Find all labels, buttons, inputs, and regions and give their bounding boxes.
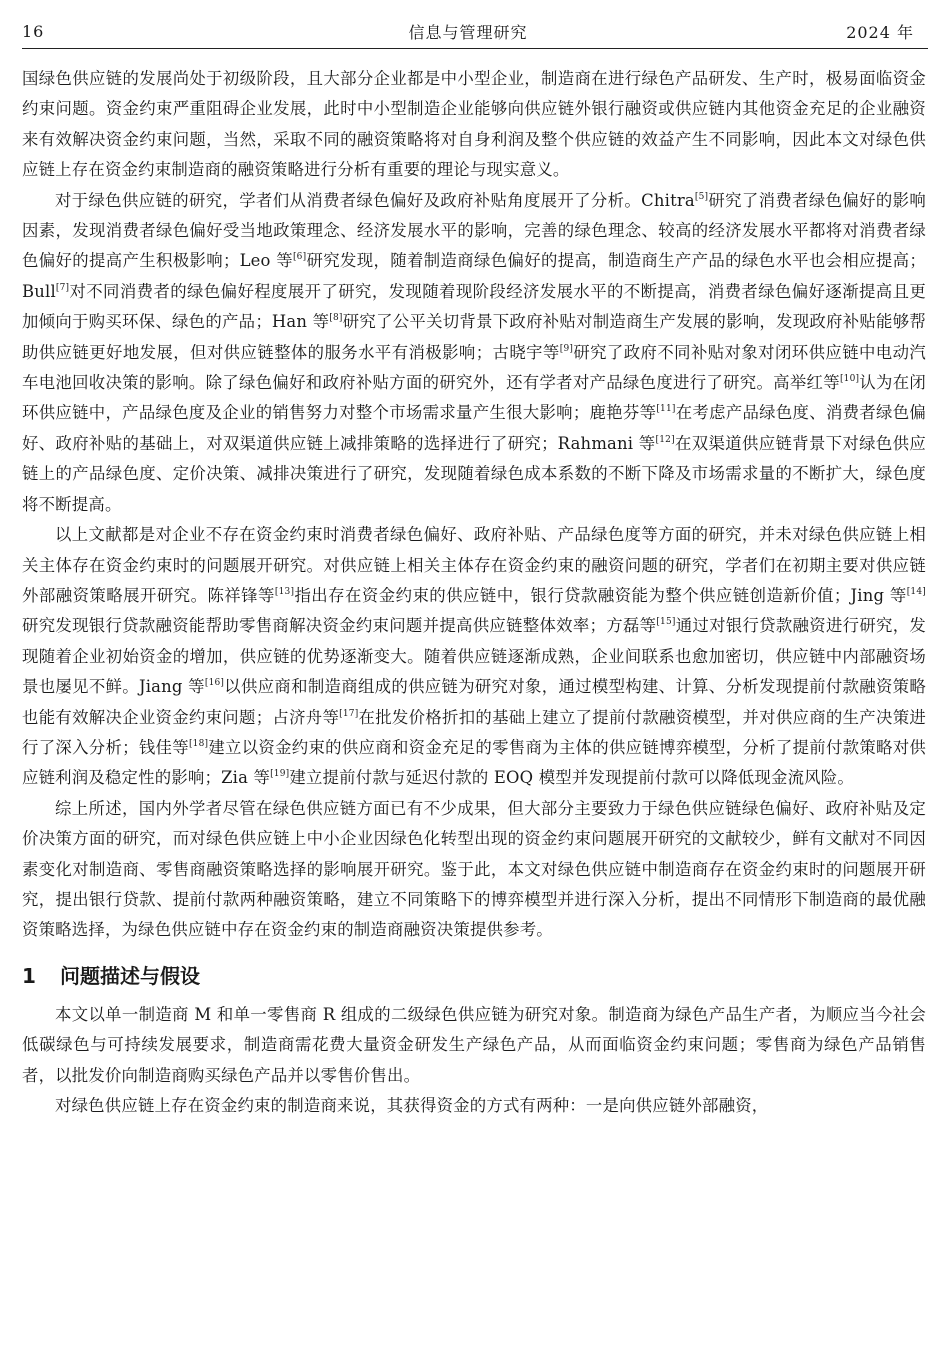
citation-ref: [11] bbox=[656, 404, 676, 415]
citation-ref: [10] bbox=[839, 374, 860, 385]
text-run: 研究了消费者绿色偏好的影响因素，发现消费者绿色偏好受当地政策理念、经济发展水平的影响，完善的绿色理念、较高的经济发展水平都将对消费者绿色偏好的提高产生积极影响；Leo 等 bbox=[22, 190, 926, 271]
paragraph-p2 bbox=[22, 520, 926, 794]
paragraph-p1 bbox=[22, 186, 926, 520]
text-run: 本文以单一制造商 M 和单一零售商 R 组成的二级绿色供应链为研究对象。制造商为绿色产品生产者，为顺应当今社会低碳绿色与可持续发展要求，制造商需花费大量资金研发生产绿色产品，从而面临资金约束问题；零售商为绿色产品销售者，以批发价向制造商购买绿色产品并以零售价售出。 bbox=[22, 1004, 926, 1085]
section-title: 问题描述与假设 bbox=[60, 963, 200, 988]
text-run: 研究了政府不同补贴对象对闭环供应链中电动汽车电池回收决策的影响。除了绿色偏好和政府补贴方面的研究外，还有学者对产品绿色度进行了研究。高举红等 bbox=[22, 342, 926, 393]
citation-ref: [8] bbox=[329, 313, 343, 324]
citation-ref: [5] bbox=[694, 191, 709, 202]
text-run: 在双渠道供应链背景下对绿色供应链上的产品绿色度、定价决策、减排决策进行了研究，发现随着绿色成本系数的不断下降及市场需求量的不断扩大，绿色度将不断提高。 bbox=[22, 433, 926, 514]
text-run: 在批发价格折扣的基础上建立了提前付款融资模型，并对供应商的生产决策进行了深入分析；钱佳等 bbox=[22, 707, 926, 757]
citation-ref: [13] bbox=[274, 586, 295, 597]
section-heading bbox=[22, 958, 926, 994]
text-run: 对于绿色供应链的研究，学者们从消费者绿色偏好及政府补贴角度展开了分析。Chitra bbox=[55, 190, 695, 210]
citation-ref: [15] bbox=[656, 617, 676, 628]
text-run: 对不同消费者的绿色偏好程度展开了研究，发现随着现阶段经济发展水平的不断提高，消费者绿色偏好逐渐提高且更加倾向于购买环保、绿色的产品；Han 等 bbox=[22, 281, 926, 332]
paragraph-p5 bbox=[22, 1091, 926, 1121]
citation-ref: [19] bbox=[270, 769, 290, 780]
text-run: 综上所述，国内外学者尽管在绿色供应链方面已有不少成果，但大部分主要致力于绿色供应链绿色偏好、政府补贴及定价决策方面的研究，而对绿色供应链上中小企业因绿色化转型出现的资金约束问题展开研究的文献较少，鲜有文献对不同因素变化对制造商、零售商融资策略选择的影响展开研究。鉴于此，本文对绿色供应链中制造商存在资金约束时的问题展开研究，提出银行贷款、提前付款两种融资策略，建立不同策略下的博弈模型并进行深入分析，提出不同情形下制造商的最优融资策略选择，为绿色供应链中存在资金约束的制造商融资决策提供参考。 bbox=[22, 798, 926, 940]
citation-ref: [7] bbox=[55, 282, 70, 293]
citation-ref: [16] bbox=[204, 678, 225, 689]
citation-ref: [9] bbox=[559, 343, 574, 354]
text-run: 研究了公平关切背景下政府补贴对制造商生产发展的影响，发现政府补贴能够帮助供应链更好地发展，但对供应链整体的服务水平有消极影响；古晓宇等 bbox=[22, 312, 926, 362]
paragraph-p3 bbox=[22, 794, 926, 946]
paragraphs-intro bbox=[22, 64, 926, 946]
paragraph-p4 bbox=[22, 1000, 926, 1091]
text-run: 以供应商和制造商组成的供应链为研究对象，通过模型构建、计算、分析发现提前付款融资策略也能有效解决企业资金约束问题；占济舟等 bbox=[22, 677, 926, 727]
running-header bbox=[22, 16, 914, 46]
article-body bbox=[22, 64, 926, 1121]
citation-ref: [17] bbox=[339, 708, 359, 719]
citation-ref: [6] bbox=[292, 252, 307, 263]
text-run: 国绿色供应链的发展尚处于初级阶段，且大部分企业都是中小型企业，制造商在进行绿色产品研发、生产时，极易面临资金约束问题。资金约束严重阻碍企业发展，此时中小型制造企业能够向供应链外银行融资或供应链内其他资金充足的企业融资来有效解决资金约束问题，当然，采取不同的融资策略将对自身利润及整个供应链的效益产生不同影响，因此本文对绿色供应链上存在资金约束制造商的融资策略进行分析有重要的理论与现实意义。 bbox=[22, 69, 926, 180]
citation-ref: [18] bbox=[188, 738, 209, 749]
text-run: 建立提前付款与延迟付款的 EOQ 模型并发现提前付款可以降低现金流风险。 bbox=[289, 768, 854, 788]
citation-ref: [14] bbox=[906, 586, 926, 597]
section-number: 1 bbox=[22, 963, 36, 988]
citation-ref: [12] bbox=[655, 434, 675, 445]
header-rule bbox=[22, 48, 928, 49]
journal-name: 信息与管理研究 bbox=[408, 22, 528, 42]
text-run: 建立以资金约束的供应商和资金充足的零售商为主体的供应链博弈模型，分析了提前付款策略对供应链利润及稳定性的影响；Zia 等 bbox=[22, 737, 926, 788]
text-run: 以上文献都是对企业不存在资金约束时消费者绿色偏好、政府补贴、产品绿色度等方面的研究，并未对绿色供应链上相关主体存在资金约束时的问题展开研究。对供应链上相关主体存在资金约束的融资问题的研究，学者们在初期主要对供应链外部融资策略展开研究。陈祥锋等 bbox=[22, 525, 926, 605]
text-run: 对绿色供应链上存在资金约束的制造商来说，其获得资金的方式有两种：一是向供应链外部融资， bbox=[55, 1096, 769, 1115]
paragraphs-section-1 bbox=[22, 1000, 926, 1122]
text-run: 指出存在资金约束的供应链中，银行贷款融资能为整个供应链创造新价值；Jing 等 bbox=[294, 585, 907, 605]
text-run: 研究发现银行贷款融资能帮助零售商解决资金约束问题并提高供应链整体效率；方磊等 bbox=[22, 616, 657, 636]
text-run: 在考虑产品绿色度、消费者绿色偏好、政府补贴的基础上，对双渠道供应链上减排策略的选择进行了研究；Rahmani 等 bbox=[22, 403, 926, 453]
text-run: 研究发现，随着制造商绿色偏好的提高，制造商生产产品的绿色水平也会相应提高；Bull bbox=[22, 251, 927, 301]
text-run: 通过对银行贷款融资进行研究，发现随着企业初始资金的增加，供应链的优势逐渐变大。随着供应链逐渐成熟，企业间联系也愈加密切，供应链中内部融资场景也屡见不鲜。Jiang 等 bbox=[22, 616, 926, 697]
paragraph-p0 bbox=[22, 64, 926, 186]
publication-year: 2024 年 bbox=[846, 22, 914, 42]
page-number: 16 bbox=[22, 21, 45, 41]
text-run: 认为在闭环供应链中，产品绿色度及企业的销售努力对整个市场需求量产生很大影响；鹿艳芬等 bbox=[22, 373, 926, 423]
